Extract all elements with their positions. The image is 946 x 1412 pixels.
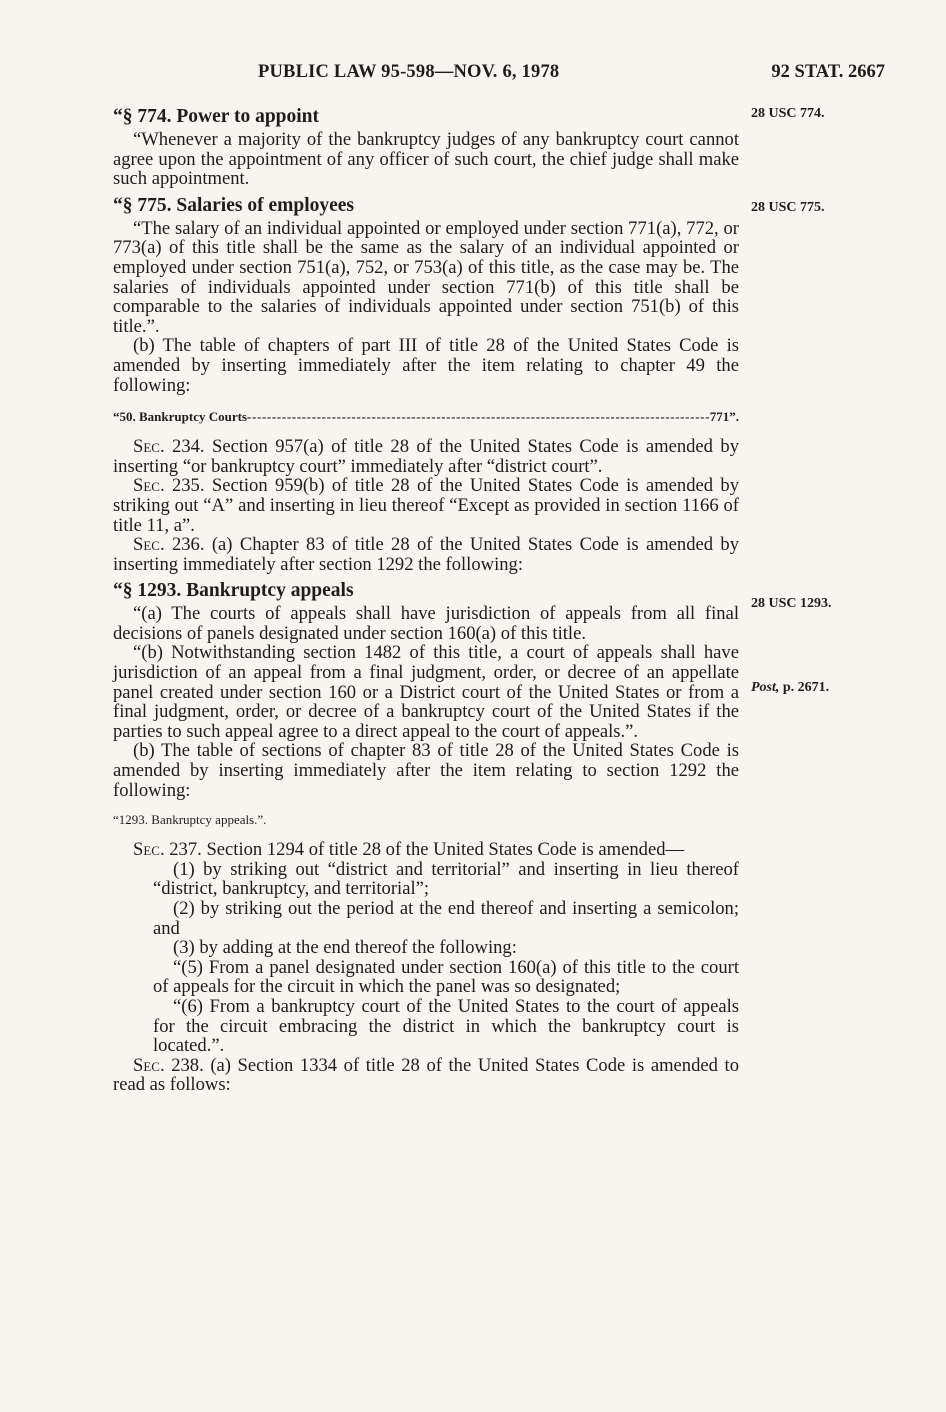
chapter-table-entry: [113, 409, 739, 425]
sec-237-text: 237. Section 1294 of title 28 of the United States Code is amended—: [164, 839, 685, 861]
section-1293-b-text: “(b) Notwithstanding section 1482 of this title, a court of appeals shall have jurisdiction of an appeal from a final judgment, order, or decree of an appellate panel created under section 160 or a District court of the United States or from a final judgment, order, or decree of a bankruptcy court of the United States if the parties to such appeal agree to a direct appeal to the court of appeals.”.: [113, 642, 739, 742]
section-1293-table-b-text: (b) The table of sections of chapter 83 of title 28 of the United States Code is amended by inserting immediately after the item relating to section 1292 the following:: [113, 740, 739, 801]
sec-235: [113, 476, 739, 535]
sec-234: [113, 437, 739, 476]
section-774-text: “Whenever a majority of the bankruptcy judges of any bankruptcy court cannot agree upon the appointment of any officer of such court, the chief judge shall make such appointment.: [113, 129, 739, 190]
margin-note-post: [751, 680, 829, 696]
margin-note-774: 28 USC 774.: [751, 106, 825, 121]
section-table-entry: “1293. Bankruptcy appeals.”.: [113, 812, 267, 828]
sec-235-text: 235. Section 959(b) of title 28 of the United States Code is amended by striking out “A” and inserting in lieu thereof “Except as provided in section 1166 of title 11, a”.: [113, 475, 739, 536]
sec-238-label: Sec.: [133, 1054, 165, 1076]
sec-237-item-1: (1) by striking out “district and territorial” and inserting in lieu thereof “district, bankruptcy, and territorial”;: [153, 858, 739, 900]
dot-leader: [247, 409, 710, 425]
sec-238: [113, 1056, 739, 1095]
sec-237: [113, 840, 739, 860]
section-774-heading: “§ 774. Power to appoint: [113, 106, 320, 127]
sec-238-text: 238. (a) Section 1334 of title 28 of the United States Code is amended to read as follows:: [113, 1054, 739, 1096]
sec-234-label: Sec.: [133, 436, 165, 458]
sec-237-item-5: “(5) From a panel designated under section 160(a) of this title to the court of appeals for the circuit in which the panel was so designated;: [153, 956, 739, 998]
sec-236: [113, 535, 739, 574]
chapter-table-number: 771”.: [709, 409, 739, 425]
document-body: [113, 104, 739, 1095]
post-page: p. 2671.: [779, 680, 830, 695]
page-header: [113, 62, 885, 86]
header-stat-page: 92 STAT. 2667: [771, 62, 885, 82]
sec-236-label: Sec.: [133, 534, 165, 556]
sec-236-text: 236. (a) Chapter 83 of title 28 of the United States Code is amended by inserting immediately after section 1292 the following:: [113, 534, 739, 575]
section-1293-heading: “§ 1293. Bankruptcy appeals: [113, 580, 354, 602]
margin-note-1293: 28 USC 1293.: [751, 596, 832, 611]
margin-note-775: 28 USC 775.: [751, 200, 825, 215]
chapter-table-item: “50. Bankruptcy Courts: [113, 409, 247, 425]
section-1293-a-text: “(a) The courts of appeals shall have jurisdiction of appeals from all final decisions of panels designated under section 160(a) of this title.: [113, 603, 739, 644]
section-775-heading: “§ 775. Salaries of employees: [113, 194, 355, 216]
sec-234-text: 234. Section 957(a) of title 28 of the United States Code is amended by inserting “or bankruptcy court” immediately after “district court”.: [113, 436, 739, 477]
section-775-text: “The salary of an individual appointed or employed under section 771(a), 772, or 773(a) of this title shall be the same as the salary of an individual appointed or employed under section 751(a), 752, or 753(a) of this title, as the case may be. The salaries of individuals appointed under section 771(b) of this title shall be comparable to the salaries of individuals appointed under section 751(b) of this title.”.: [113, 217, 739, 337]
sec-237-item-6: “(6) From a bankruptcy court of the United States to the court of appeals for the circuit embracing the district in which the bankruptcy court is located.”.: [153, 995, 739, 1057]
sec-235-label: Sec.: [133, 475, 165, 497]
post-italic: Post,: [751, 680, 780, 695]
header-title: PUBLIC LAW 95-598—NOV. 6, 1978: [258, 62, 560, 82]
sec-237-label: Sec.: [133, 839, 165, 861]
sec-237-item-3: (3) by adding at the end thereof the following:: [173, 937, 517, 959]
section-775-b-text: (b) The table of chapters of part III of title 28 of the United States Code is amended by inserting immediately after the item relating to chapter 49 the following:: [113, 335, 739, 396]
sec-237-item-2: (2) by striking out the period at the end thereof and inserting a semicolon; and: [153, 898, 739, 939]
